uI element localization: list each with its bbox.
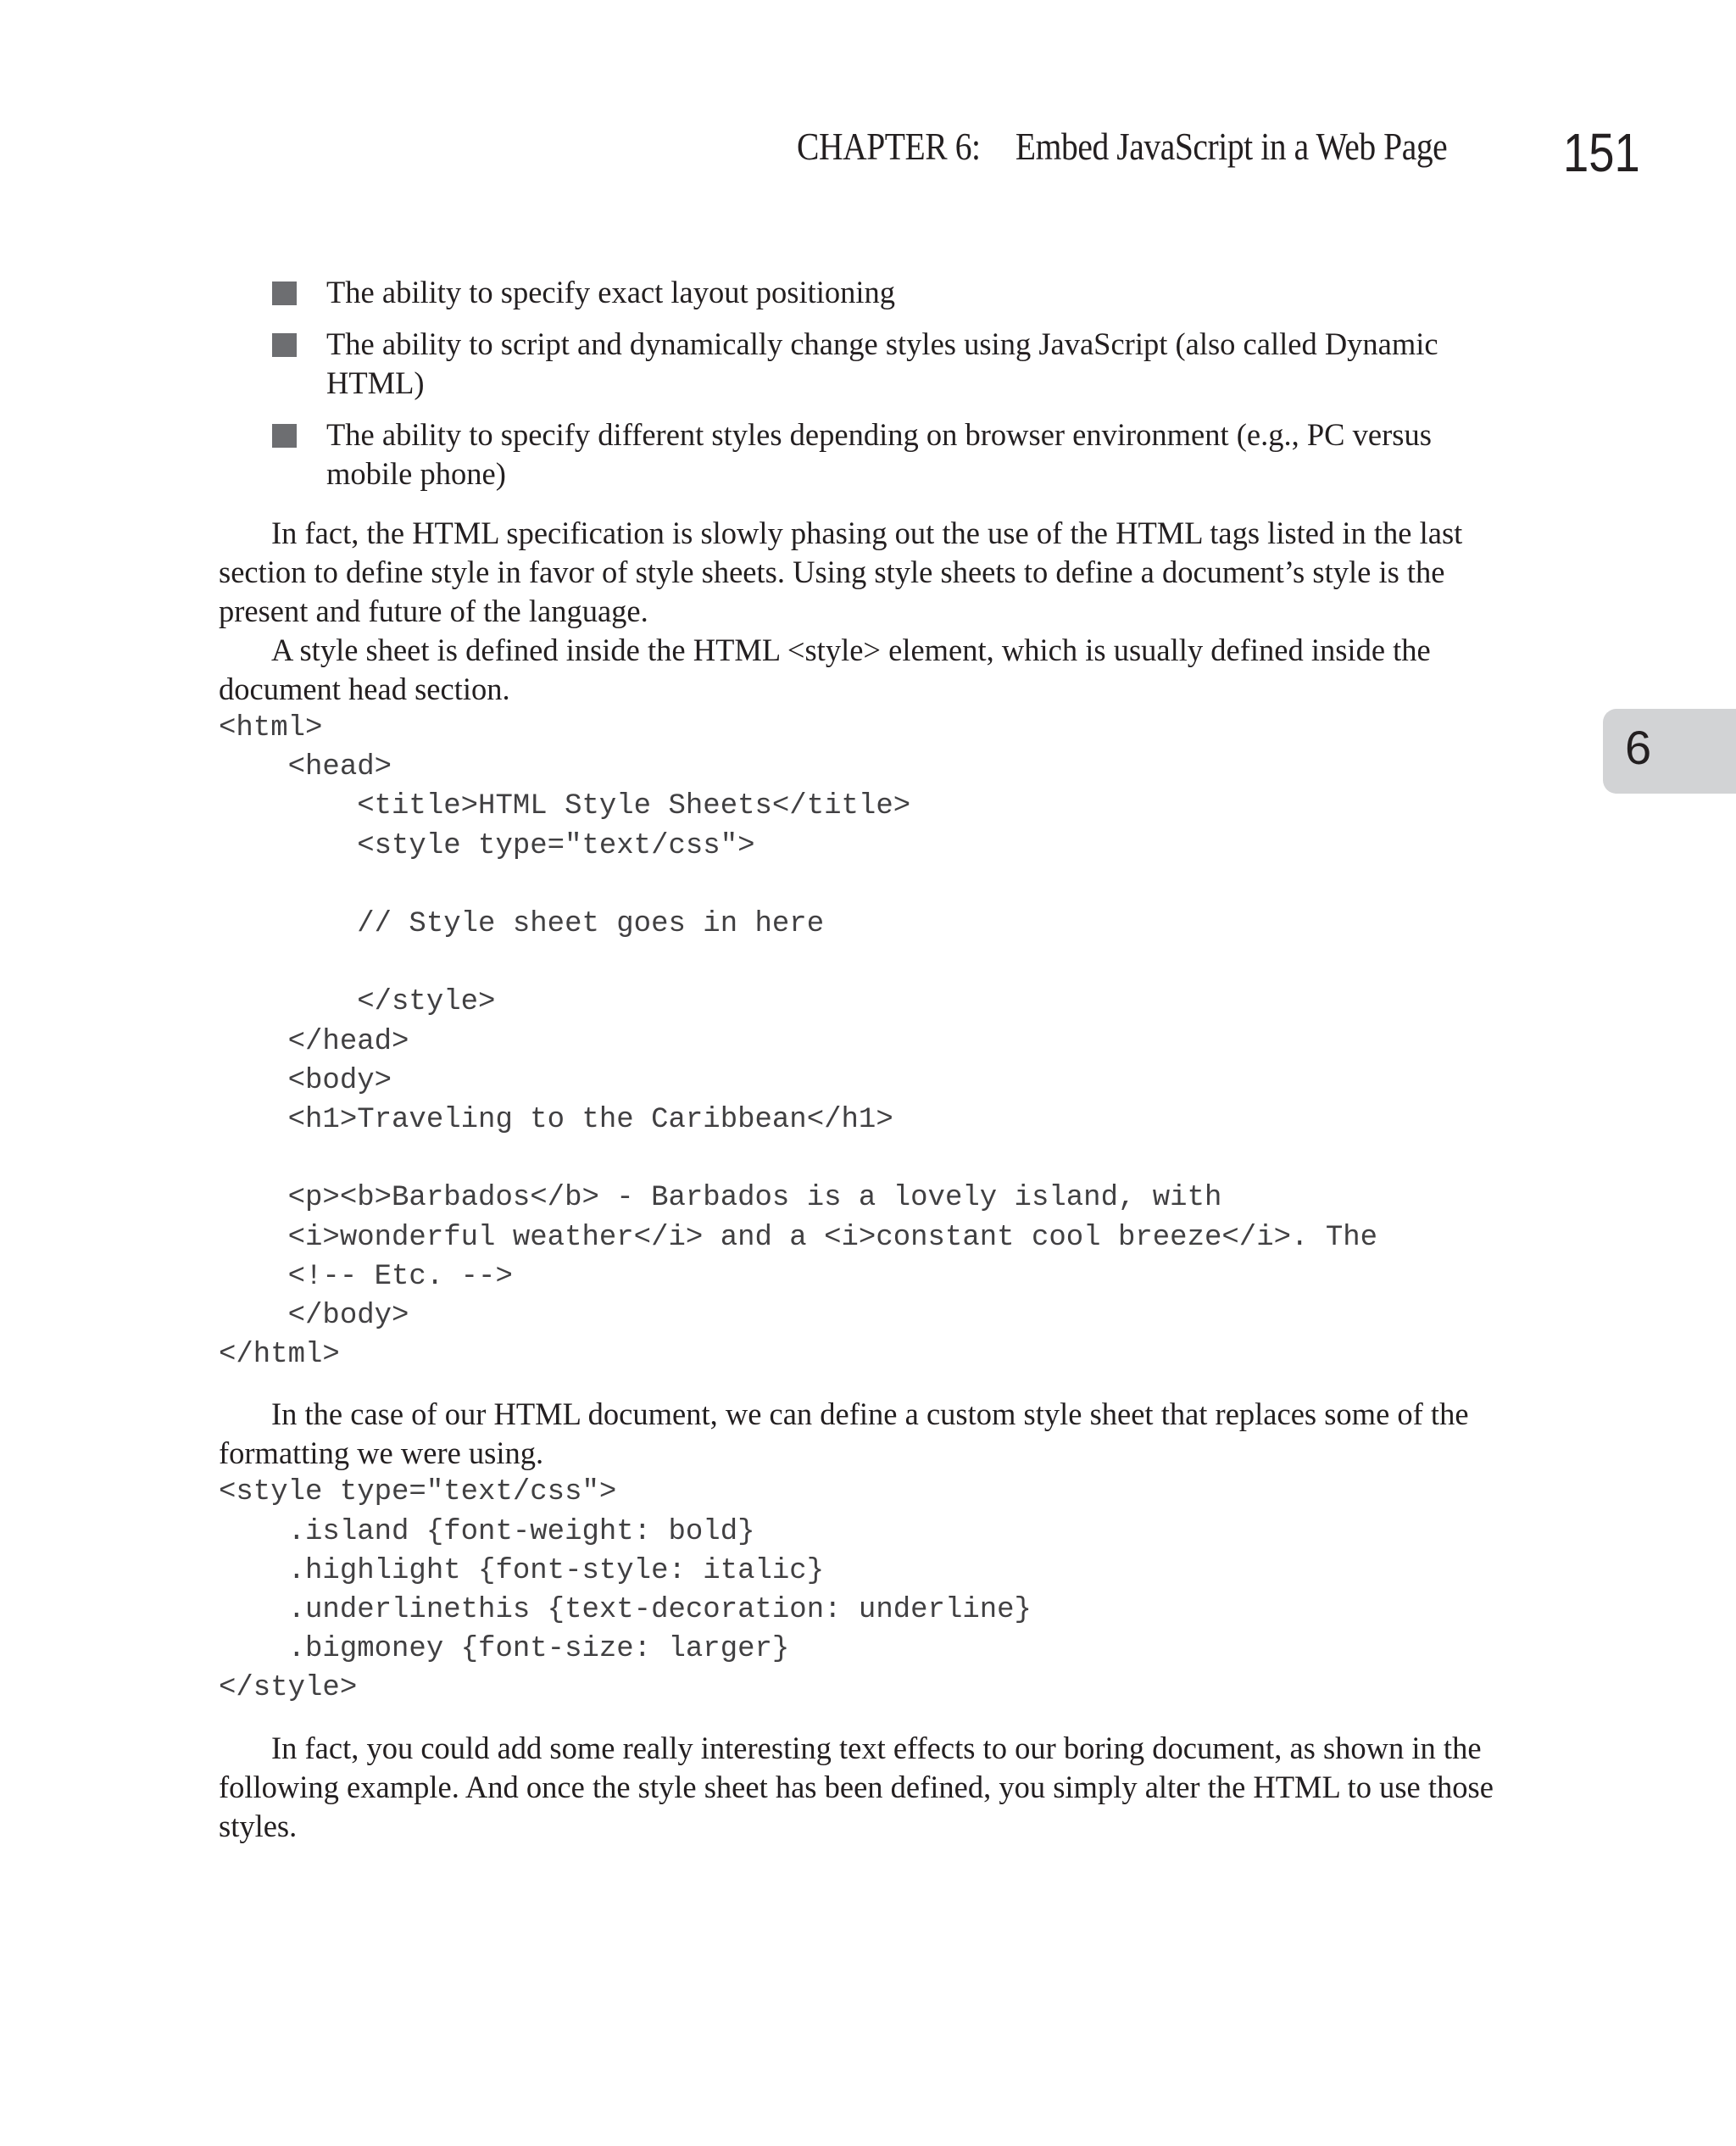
bullet-list [219,273,1499,493]
chapter-label: CHAPTER 6: [797,125,981,168]
chapter-title: Embed JavaScript in a Web Page [1015,125,1448,168]
code-listing: <html> <head> <title>HTML Style Sheets</title> <style type="text/css"> // Style sheet goes in here </style> </head> <body> <h1>Traveling to the Caribbean</h1> <p><b>Barbados</b> - Barbados is a lovely island, with <i>wonderful weather</i> and a <i>constant cool breeze</i>. The <!-- Etc. --> </body> </html> [219,712,1378,1372]
list-item-text: The ability to specify exact layout positioning [326,275,896,309]
list-item [219,273,1499,312]
square-bullet-icon [272,424,297,448]
body-paragraph: In fact, the HTML specification is slowly phasing out the use of the HTML tags listed in the last section to define style in favor of style sheets. Using style sheets to define a document’s style is the present and future of the language. [219,516,1463,628]
page-number: 151 [1563,122,1640,183]
chapter-thumb-tab-label: 6 [1625,721,1652,774]
list-item-text: The ability to script and dynamically change styles using JavaScript (also called Dynamic HTML) [326,326,1438,400]
chapter-thumb-tab [1603,709,1736,794]
square-bullet-icon [272,281,297,305]
page-body [219,273,1499,1846]
square-bullet-icon [272,333,297,357]
body-paragraph: In the case of our HTML document, we can define a custom style sheet that replaces some of the formatting we were using. [219,1396,1469,1471]
running-head [797,127,1447,166]
body-paragraph: A style sheet is defined inside the HTML <style> element, which is usually defined inside the document head section. [219,633,1431,706]
list-item-text: The ability to specify different styles depending on browser environment (e.g., PC versus mobile phone) [326,417,1432,491]
code-listing: <style type="text/css"> .island {font-weight: bold} .highlight {font-style: italic} .underlinethis {text-decoration: underline} .bigmoney {font-size: larger} </style> [219,1476,1032,1705]
body-paragraph: In fact, you could add some really interesting text effects to our boring document, as shown in the following example. And once the style sheet has been defined, you simply alter the HTML to use those styles. [219,1730,1494,1843]
list-item [219,415,1499,493]
list-item [219,325,1499,403]
